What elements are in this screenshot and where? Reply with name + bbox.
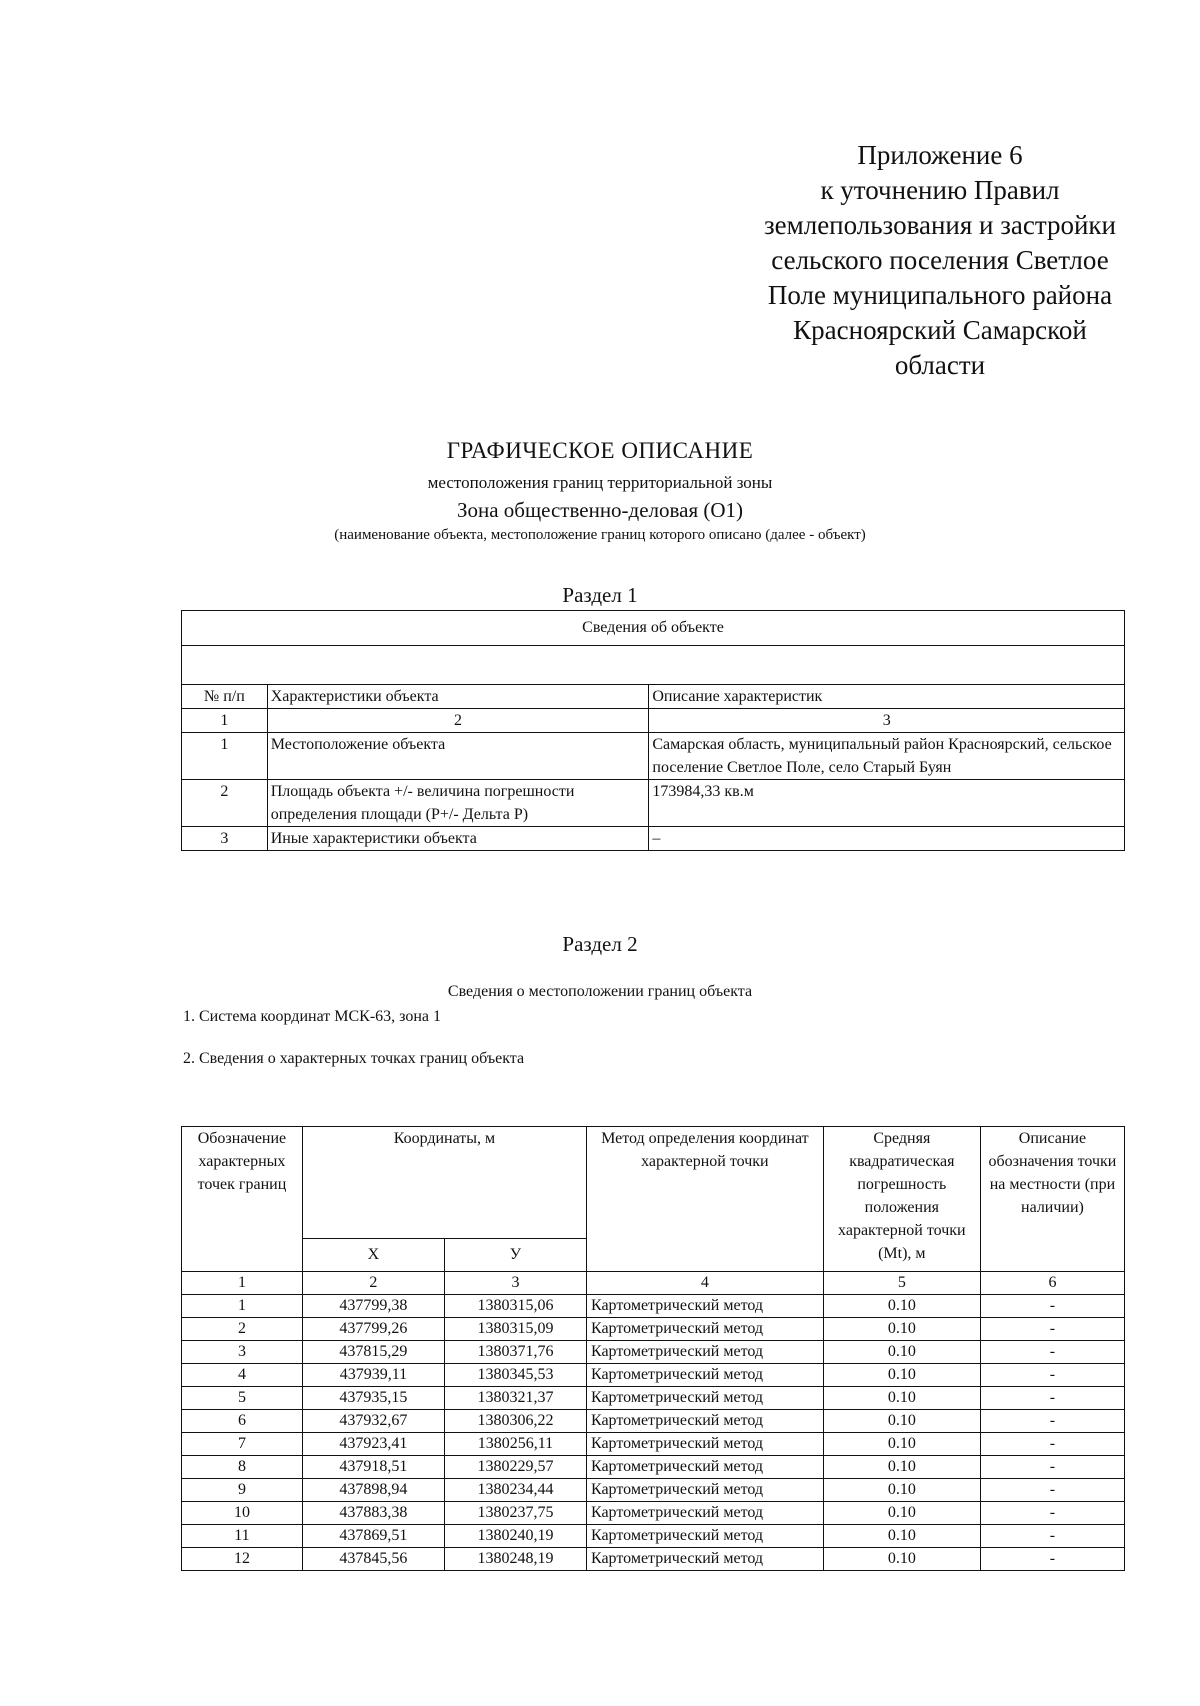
point-x: 437918,51	[302, 1456, 444, 1479]
point-error: 0.10	[823, 1364, 980, 1387]
appendix-line: Красноярский Самарской	[793, 315, 1087, 345]
zone-name: Зона общественно-деловая (О1)	[456, 498, 744, 522]
point-error: 0.10	[823, 1456, 980, 1479]
row-num: 2	[182, 780, 268, 827]
table-row	[182, 1479, 1125, 1502]
numbering-cell: 3	[649, 709, 1125, 733]
document-subtitle: местоположения границ территориальной зоны	[427, 473, 773, 492]
numbering-cell: 5	[823, 1272, 980, 1295]
point-error: 0.10	[823, 1548, 980, 1571]
table-row	[182, 1318, 1125, 1341]
header-error: Средняя квадратическая погрешность положения характерной точки (Mt), м	[823, 1127, 980, 1272]
section-2-heading: Раздел 2	[562, 932, 638, 956]
table-row	[182, 1410, 1125, 1433]
point-description: -	[980, 1318, 1124, 1341]
point-number: 8	[182, 1456, 303, 1479]
section-2-subheading: Сведения о местоположении границ объекта	[447, 983, 753, 1000]
point-method: Картометрический метод	[586, 1502, 823, 1525]
point-x: 437799,38	[302, 1295, 444, 1318]
numbering-cell: 4	[586, 1272, 823, 1295]
point-method: Картометрический метод	[586, 1548, 823, 1571]
point-description: -	[980, 1479, 1124, 1502]
point-y: 1380321,37	[444, 1387, 586, 1410]
point-x: 437869,51	[302, 1525, 444, 1548]
point-description: -	[980, 1341, 1124, 1364]
point-description: -	[980, 1364, 1124, 1387]
point-error: 0.10	[823, 1387, 980, 1410]
header-method: Метод определения координат характерной точки	[586, 1127, 823, 1272]
title-note: (наименование объекта, местоположение границ которого описано (далее - объект)	[334, 527, 866, 543]
point-number: 1	[182, 1295, 303, 1318]
table-row	[182, 1295, 1125, 1318]
row-description: –	[649, 827, 1125, 851]
boundary-points-table	[181, 1126, 1125, 1571]
appendix-line: области	[894, 350, 986, 380]
row-num: 1	[182, 733, 268, 780]
point-method: Картометрический метод	[586, 1410, 823, 1433]
row-characteristic: Площадь объекта +/- величина погрешности определения площади (Р+/- Дельта Р)	[267, 780, 649, 827]
appendix-line: Поле муниципального района	[767, 280, 1113, 310]
point-description: -	[980, 1387, 1124, 1410]
points-caption: 2. Сведения о характерных точках границ объекта	[183, 1050, 525, 1067]
point-x: 437932,67	[302, 1410, 444, 1433]
table-row	[182, 1387, 1125, 1410]
point-error: 0.10	[823, 1479, 980, 1502]
point-number: 3	[182, 1341, 303, 1364]
point-description: -	[980, 1548, 1124, 1571]
table-row	[182, 733, 1125, 780]
table-row	[182, 1525, 1125, 1548]
point-description: -	[980, 1456, 1124, 1479]
point-y: 1380240,19	[444, 1525, 586, 1548]
point-error: 0.10	[823, 1295, 980, 1318]
point-y: 1380229,57	[444, 1456, 586, 1479]
header-num: № п/п	[182, 685, 268, 709]
section-1-heading: Раздел 1	[562, 583, 638, 607]
point-error: 0.10	[823, 1318, 980, 1341]
point-x: 437815,29	[302, 1341, 444, 1364]
point-method: Картометрический метод	[586, 1433, 823, 1456]
header-description: Описание характеристик	[649, 685, 1125, 709]
numbering-cell: 6	[980, 1272, 1124, 1295]
point-y: 1380371,76	[444, 1341, 586, 1364]
point-number: 4	[182, 1364, 303, 1387]
point-x: 437935,15	[302, 1387, 444, 1410]
point-error: 0.10	[823, 1502, 980, 1525]
header-x: Х	[302, 1239, 444, 1272]
table-row	[182, 1433, 1125, 1456]
numbering-cell: 1	[182, 1272, 303, 1295]
table-row	[182, 780, 1125, 827]
point-description: -	[980, 1433, 1124, 1456]
table-row	[182, 827, 1125, 851]
point-y: 1380234,44	[444, 1479, 586, 1502]
header-coords: Координаты, м	[302, 1127, 586, 1239]
numbering-cell: 3	[444, 1272, 586, 1295]
appendix-header	[720, 138, 1160, 383]
numbering-cell: 2	[267, 709, 649, 733]
point-number: 5	[182, 1387, 303, 1410]
appendix-line: Приложение 6	[857, 140, 1023, 170]
point-y: 1380345,53	[444, 1364, 586, 1387]
point-x: 437799,26	[302, 1318, 444, 1341]
point-method: Картометрический метод	[586, 1318, 823, 1341]
point-number: 2	[182, 1318, 303, 1341]
table-row	[182, 1456, 1125, 1479]
point-x: 437923,41	[302, 1433, 444, 1456]
table-row	[182, 1364, 1125, 1387]
appendix-line: к уточнению Правил	[820, 175, 1060, 205]
header-y: У	[444, 1239, 586, 1272]
point-description: -	[980, 1295, 1124, 1318]
point-y: 1380315,09	[444, 1318, 586, 1341]
point-number: 6	[182, 1410, 303, 1433]
row-description: 173984,33 кв.м	[649, 780, 1125, 827]
appendix-line: сельского поселения Светлое	[771, 245, 1109, 275]
point-y: 1380315,06	[444, 1295, 586, 1318]
header-description: Описание обозначения точки на местности (при наличии)	[980, 1127, 1124, 1272]
point-error: 0.10	[823, 1341, 980, 1364]
point-x: 437898,94	[302, 1479, 444, 1502]
point-method: Картометрический метод	[586, 1525, 823, 1548]
point-number: 12	[182, 1548, 303, 1571]
numbering-cell: 1	[182, 709, 268, 733]
row-description: Самарская область, муниципальный район Красноярский, сельское поселение Светлое Поле, село Старый Буян	[649, 733, 1125, 780]
point-error: 0.10	[823, 1525, 980, 1548]
header-characteristic: Характеристики объекта	[267, 685, 649, 709]
point-method: Картометрический метод	[586, 1295, 823, 1318]
row-characteristic: Иные характеристики объекта	[267, 827, 649, 851]
point-y: 1380237,75	[444, 1502, 586, 1525]
point-y: 1380256,11	[444, 1433, 586, 1456]
document-title: ГРАФИЧЕСКОЕ ОПИСАНИЕ	[446, 438, 754, 463]
point-description: -	[980, 1410, 1124, 1433]
table-row	[182, 1502, 1125, 1525]
point-number: 9	[182, 1479, 303, 1502]
point-error: 0.10	[823, 1410, 980, 1433]
point-x: 437883,38	[302, 1502, 444, 1525]
table-row	[182, 1341, 1125, 1364]
appendix-line: землепользования и застройки	[763, 210, 1116, 240]
point-x: 437845,56	[302, 1548, 444, 1571]
object-info-table	[181, 610, 1125, 851]
point-x: 437939,11	[302, 1364, 444, 1387]
point-number: 7	[182, 1433, 303, 1456]
point-description: -	[980, 1502, 1124, 1525]
point-method: Картометрический метод	[586, 1479, 823, 1502]
point-method: Картометрический метод	[586, 1456, 823, 1479]
point-number: 10	[182, 1502, 303, 1525]
row-num: 3	[182, 827, 268, 851]
point-method: Картометрический метод	[586, 1387, 823, 1410]
table-row	[182, 1548, 1125, 1571]
point-number: 11	[182, 1525, 303, 1548]
table-title: Сведения об объекте	[182, 611, 1125, 646]
numbering-cell: 2	[302, 1272, 444, 1295]
coordinate-system: 1. Система координат МСК-63, зона 1	[183, 1008, 442, 1025]
point-error: 0.10	[823, 1433, 980, 1456]
row-characteristic: Местоположение объекта	[267, 733, 649, 780]
point-y: 1380306,22	[444, 1410, 586, 1433]
point-method: Картометрический метод	[586, 1364, 823, 1387]
point-method: Картометрический метод	[586, 1341, 823, 1364]
empty-row	[182, 646, 1125, 685]
point-description: -	[980, 1525, 1124, 1548]
header-designation: Обозначение характерных точек границ	[182, 1127, 303, 1272]
point-y: 1380248,19	[444, 1548, 586, 1571]
points-body	[182, 1295, 1125, 1571]
